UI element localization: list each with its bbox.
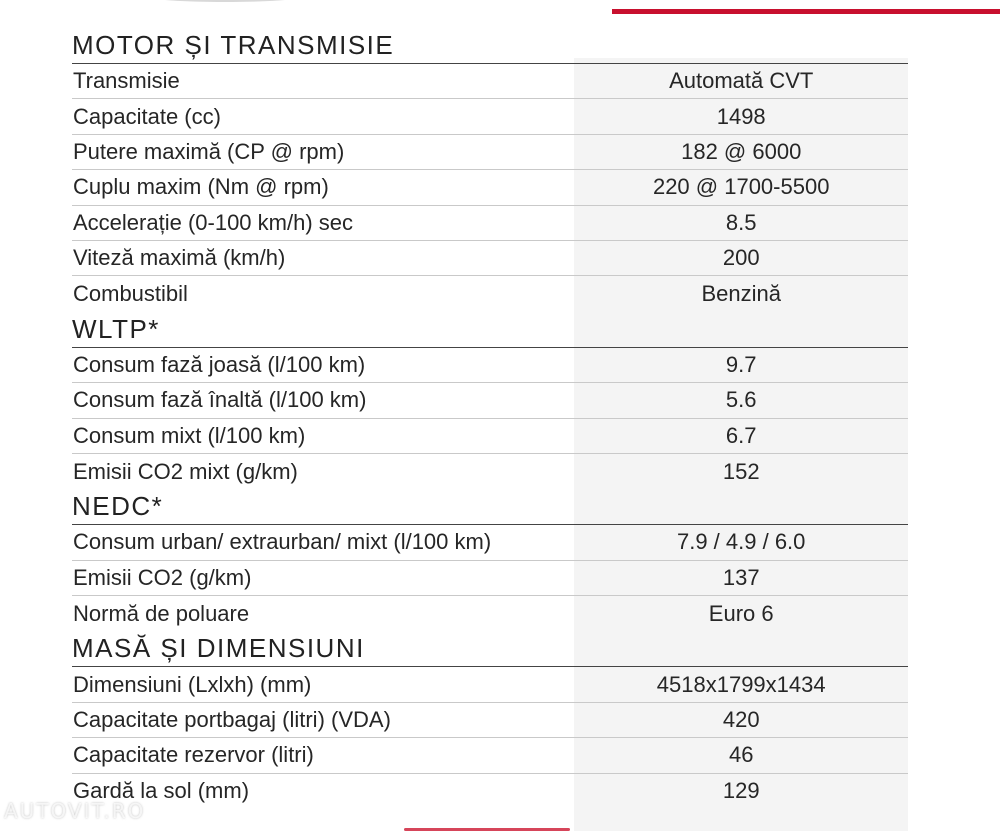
spec-value: Automată CVT [669, 68, 814, 94]
spec-row [72, 206, 908, 241]
spec-label: Emisii CO2 mixt (g/km) [73, 458, 298, 484]
spec-label: Putere maximă (CP @ rpm) [73, 138, 345, 164]
section-wltp [72, 312, 908, 490]
spec-value: 4518x1799x1434 [656, 671, 826, 697]
spec-value: 152 [722, 458, 760, 484]
spec-row [72, 703, 908, 738]
spec-row [72, 135, 908, 170]
spec-label: Normă de poluare [73, 600, 250, 626]
spec-value: 137 [722, 564, 760, 590]
spec-row [72, 64, 908, 99]
watermark: AUTOVIT.RO [4, 799, 146, 823]
spec-row [72, 241, 908, 276]
section-heading [72, 631, 908, 667]
section-title: MOTOR ȘI TRANSMISIE [72, 30, 395, 60]
spec-value: 46 [728, 742, 754, 768]
spec-row [72, 276, 908, 311]
spec-row [72, 596, 908, 631]
spec-sheet [72, 28, 908, 809]
top-accent-bar [612, 9, 1000, 14]
spec-value: 9.7 [725, 351, 757, 377]
section-nedc [72, 489, 908, 631]
spec-row [72, 99, 908, 134]
spec-label: Cuplu maxim (Nm @ rpm) [73, 174, 329, 200]
spec-value: Euro 6 [708, 600, 774, 626]
spec-value: 182 @ 6000 [681, 138, 802, 164]
spec-label: Gardă la sol (mm) [73, 778, 250, 804]
spec-row [72, 419, 908, 454]
spec-label: Consum urban/ extraurban/ mixt (l/100 km) [73, 529, 492, 555]
spec-value: 1498 [716, 103, 766, 129]
spec-label: Consum fază înaltă (l/100 km) [73, 387, 367, 413]
top-decorative-shadow [150, 0, 300, 2]
spec-row [72, 383, 908, 418]
spec-label: Dimensiuni (Lxlxh) (mm) [73, 671, 312, 697]
spec-row [72, 170, 908, 205]
spec-value: 8.5 [725, 209, 757, 235]
spec-label: Capacitate portbagaj (litri) (VDA) [73, 707, 391, 733]
spec-row [72, 667, 908, 702]
spec-row [72, 561, 908, 596]
spec-value: 420 [722, 707, 760, 733]
section-heading [72, 489, 908, 525]
spec-label: Transmisie [73, 68, 180, 94]
spec-label: Viteză maximă (km/h) [73, 245, 286, 271]
spec-value: 7.9 / 4.9 / 6.0 [676, 529, 806, 555]
spec-label: Consum fază joasă (l/100 km) [73, 351, 366, 377]
spec-label: Combustibil [73, 281, 188, 307]
section-title: WLTP* [72, 313, 160, 344]
spec-label: Consum mixt (l/100 km) [73, 422, 306, 448]
spec-value: 129 [722, 778, 760, 804]
spec-row [72, 348, 908, 383]
spec-label: Emisii CO2 (g/km) [73, 564, 252, 590]
spec-value: Benzină [701, 281, 781, 307]
section-title: NEDC* [72, 491, 164, 522]
spec-value: 200 [722, 245, 760, 271]
spec-value: 6.7 [725, 422, 757, 448]
section-heading [72, 28, 908, 64]
section-masa-dimensiuni [72, 631, 908, 809]
spec-label: Capacitate (cc) [73, 103, 221, 129]
spec-row [72, 738, 908, 773]
section-heading [72, 312, 908, 348]
spec-label: Accelerație (0-100 km/h) sec [73, 209, 353, 235]
spec-row [72, 454, 908, 489]
section-title: MASĂ ȘI DIMENSIUNI [72, 633, 365, 664]
spec-value: 220 @ 1700-5500 [652, 174, 830, 200]
spec-row [72, 774, 908, 809]
spec-row [72, 525, 908, 560]
spec-value: 5.6 [725, 387, 757, 413]
spec-label: Capacitate rezervor (litri) [73, 742, 314, 768]
section-motor-transmisie [72, 28, 908, 312]
